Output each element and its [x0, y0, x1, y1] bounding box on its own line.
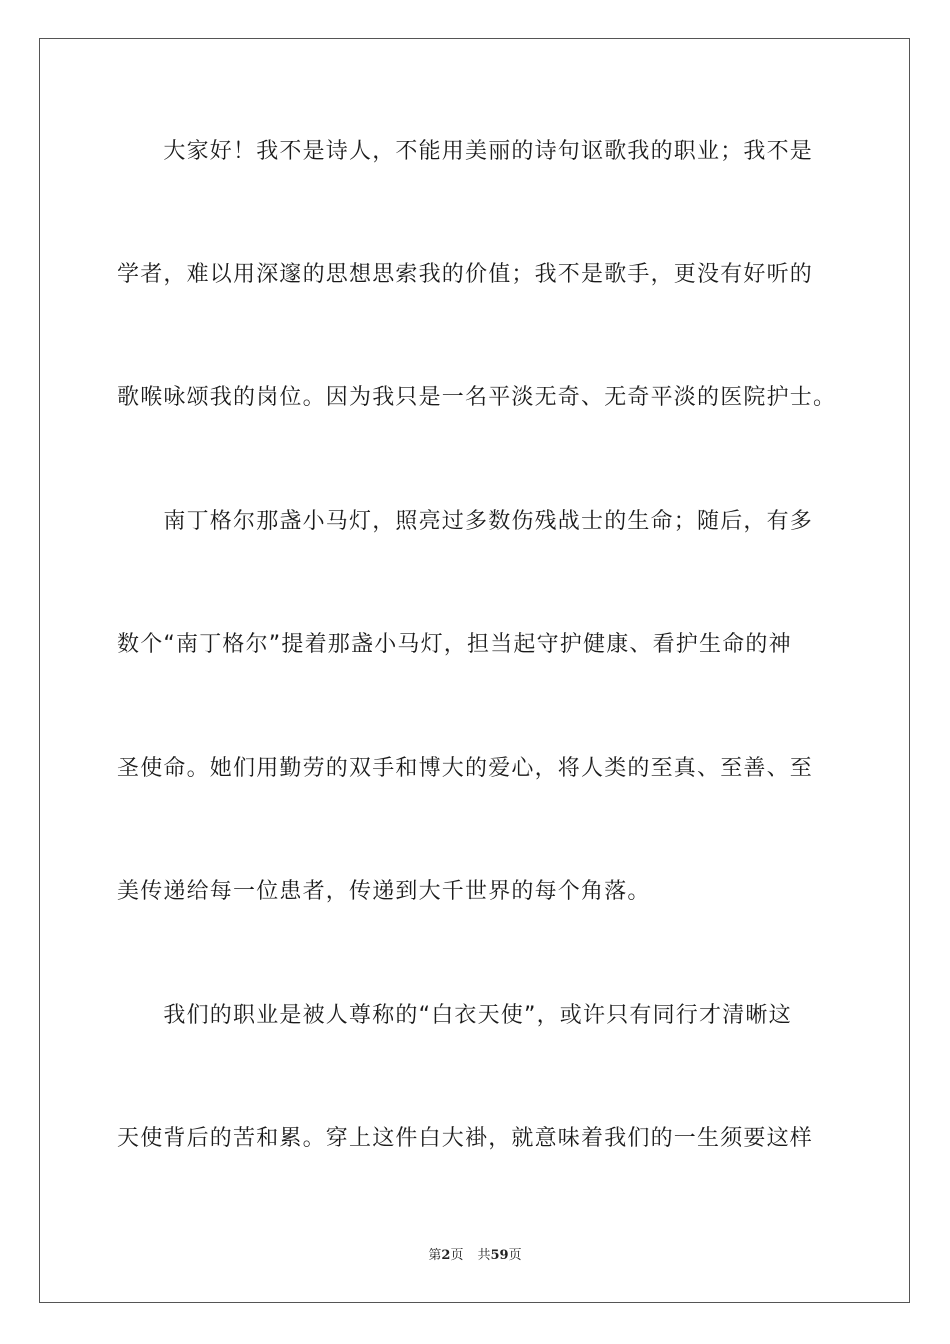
- text-line: 天使背后的苦和累。穿上这件白大褂，就意味着我们的一生须要这样: [117, 1126, 814, 1151]
- text-line: 南丁格尔那盏小马灯，照亮过多数伤残战士的生命；随后，有多: [117, 509, 814, 534]
- text-line: 我们的职业是被人尊称的“白衣天使”，或许只有同行才清晰这: [117, 1003, 792, 1028]
- text-line: 美传递给每一位患者，传递到大千世界的每个角落。: [117, 879, 651, 904]
- page-footer: [0, 1247, 950, 1265]
- text-line: 学者，难以用深邃的思想思索我的价值；我不是歌手，更没有好听的: [117, 262, 814, 287]
- text-line: 圣使命。她们用勤劳的双手和博大的爱心，将人类的至真、至善、至: [117, 756, 814, 781]
- page-suffix: 页: [450, 1248, 464, 1263]
- page-prefix: 第: [428, 1248, 442, 1263]
- text-line: 歌喉咏颂我的岗位。因为我只是一名平淡无奇、无奇平淡的医院护士。: [117, 385, 837, 410]
- page-number: 2: [441, 1248, 451, 1263]
- total-pages: 59: [490, 1248, 509, 1263]
- text-line: 大家好！我不是诗人，不能用美丽的诗句讴歌我的职业；我不是: [117, 139, 814, 164]
- total-prefix: 共: [477, 1248, 491, 1263]
- page-border: [39, 38, 910, 1303]
- text-line: 数个“南丁格尔”提着那盏小马灯，担当起守护健康、看护生命的神: [117, 632, 792, 657]
- total-suffix: 页: [508, 1248, 522, 1263]
